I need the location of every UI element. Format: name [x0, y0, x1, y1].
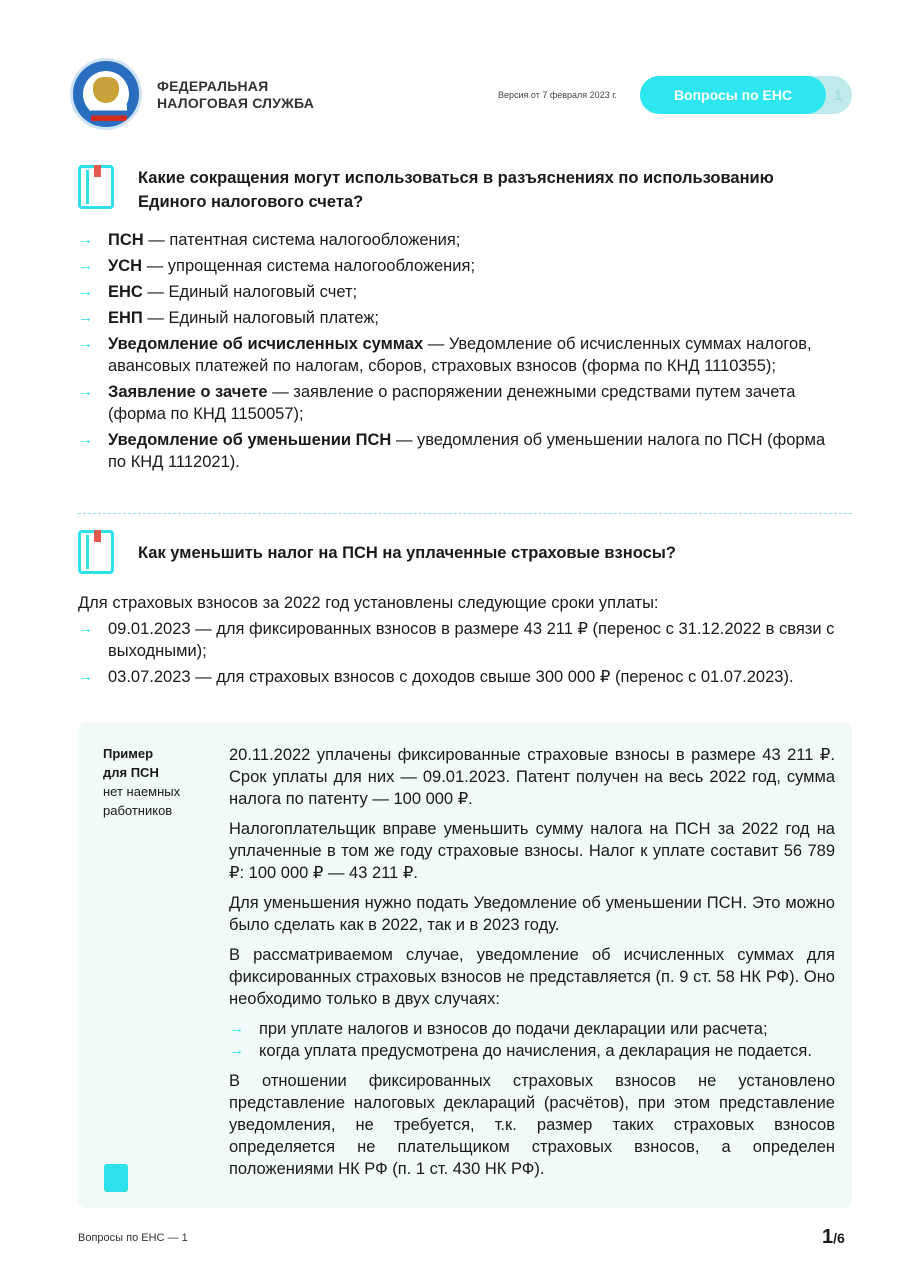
- list-item: [78, 333, 838, 377]
- paragraph: Для уменьшения нужно подать Уведомление об уменьшении ПСН. Это можно было сделать как в 2022, так и в 2023 году.: [229, 894, 835, 934]
- definition: — Единый налоговый платеж;: [142, 309, 379, 327]
- term: УСН: [108, 257, 143, 275]
- list-item: [78, 429, 838, 473]
- definition: — Уведомление об исчисленных суммах налогов, авансовых платежей по налогам, сборов, страховых взносов (форма по КНД 1110355);: [108, 335, 812, 375]
- list-item: [78, 381, 838, 425]
- receipt-icon: [104, 1164, 128, 1192]
- definition: — заявление о распоряжении денежными средствами путем зачета (форма по КНД 1150057);: [108, 383, 796, 423]
- book-icon: [78, 165, 114, 209]
- arrow-icon: →: [78, 620, 93, 637]
- question-1-title: Какие сокращения могут использоваться в разъяснениях по использованию Единого налогового счета?: [138, 169, 774, 211]
- org-line: НАЛОГОВАЯ СЛУЖБА: [157, 95, 315, 111]
- list-item: [229, 1018, 835, 1040]
- paragraph: В отношении фиксированных страховых взносов не установлено представление налоговых деклараций (расчётов), при этом представление уведомления, не требуется, т.к. размер таких страховых взносов определяется не плательщиком страховых взносов, а определен положениями НК РФ (п. 1 ст. 430 НК РФ).: [229, 1072, 835, 1178]
- definition: — патентная система налогообложения;: [143, 231, 461, 249]
- list-item: [78, 618, 838, 662]
- definition: — Единый налоговый счет;: [142, 283, 358, 301]
- arrow-icon: →: [229, 1042, 244, 1059]
- arrow-icon: →: [78, 283, 93, 300]
- arrow-icon: →: [78, 431, 93, 448]
- page-number: [822, 1226, 845, 1249]
- term: ЕНС: [108, 283, 143, 301]
- arrow-icon: →: [78, 257, 93, 274]
- section-pill: Вопросы по ЕНС: [640, 76, 826, 114]
- current-page: 1: [822, 1226, 834, 1248]
- section-number: 1: [834, 87, 842, 103]
- book-icon: [78, 530, 114, 574]
- paragraph: Налогоплательщик вправе уменьшить сумму налога на ПСН за 2022 год на уплаченные в том же году страховые взносы. Налог к уплате составит 56 789 ₽: 100 000 ₽ — 43 211 ₽.: [229, 820, 835, 882]
- example-body: [229, 744, 835, 1188]
- arrow-icon: →: [78, 383, 93, 400]
- arrow-icon: →: [229, 1020, 244, 1037]
- org-name: [157, 78, 314, 112]
- divider: [78, 513, 852, 514]
- paragraph: В рассматриваемом случае, уведомление об исчисленных суммах для фиксированных страховых взносов не представляется (п. 9 ст. 58 НК РФ). Оно необходимо только в двух случаях:: [229, 946, 835, 1008]
- deadlines-list: [78, 618, 838, 692]
- item-text: при уплате налогов и взносов до подачи декларации или расчета;: [259, 1020, 768, 1038]
- footer-text: Вопросы по ЕНС — 1: [78, 1232, 188, 1244]
- q2-intro: Для страховых взносов за 2022 год установлены следующие сроки уплаты:: [78, 594, 659, 612]
- list-item: [78, 666, 838, 688]
- paragraph: 20.11.2022 уплачены фиксированные страховые взносы в размере 43 211 ₽. Срок уплаты для них — 09.01.2023. Патент получен на весь 2022 год, сумма налога по патенту — 100 000 ₽.: [229, 746, 835, 808]
- definition: — упрощенная система налогообложения;: [142, 257, 476, 275]
- item-text: 03.07.2023 — для страховых взносов с доходов свыше 300 000 ₽ (перенос с 01.07.2023).: [108, 668, 794, 686]
- list-item: [78, 229, 838, 251]
- question-2-title: Как уменьшить налог на ПСН на уплаченные страховые взносы?: [138, 544, 676, 562]
- cases-list: [229, 1018, 835, 1062]
- label-subtitle: для ПСН: [103, 765, 159, 780]
- list-item: [78, 307, 838, 329]
- arrow-icon: →: [78, 668, 93, 685]
- definition: — уведомления об уменьшении налога по ПСН (форма по КНД 1112021).: [108, 431, 826, 471]
- list-item: [78, 255, 838, 277]
- label-note: нет наемных работников: [103, 784, 181, 818]
- example-label: [103, 744, 203, 820]
- term: Уведомление об исчисленных суммах: [108, 335, 424, 353]
- fns-logo: [70, 58, 142, 130]
- list-item: [78, 281, 838, 303]
- term: ЕНП: [108, 309, 143, 327]
- version-text: Версия от 7 февраля 2023 г.: [498, 90, 617, 100]
- org-line: ФЕДЕРАЛЬНАЯ: [157, 78, 269, 94]
- arrow-icon: →: [78, 335, 93, 352]
- term: ПСН: [108, 231, 144, 249]
- label-title: Пример: [103, 746, 154, 761]
- arrow-icon: →: [78, 309, 93, 326]
- item-text: когда уплата предусмотрена до начисления, а декларация не подается.: [259, 1042, 812, 1060]
- term: Уведомление об уменьшении ПСН: [108, 431, 392, 449]
- term: Заявление о зачете: [108, 383, 268, 401]
- item-text: 09.01.2023 — для фиксированных взносов в размере 43 211 ₽ (перенос с 31.12.2022 в связи с выходными);: [108, 620, 835, 660]
- arrow-icon: →: [78, 231, 93, 248]
- abbreviations-list: [78, 229, 838, 477]
- list-item: [229, 1040, 835, 1062]
- total-pages: /6: [833, 1230, 845, 1246]
